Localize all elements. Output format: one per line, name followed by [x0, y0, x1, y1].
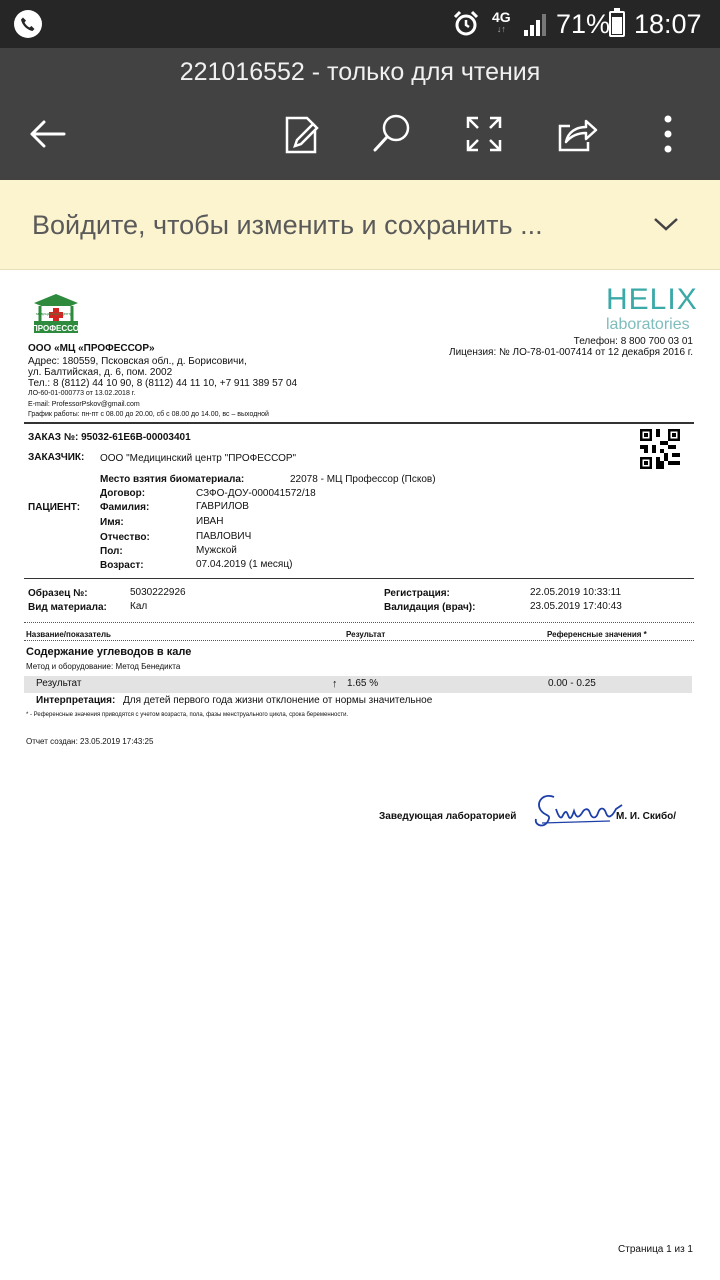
document-page [0, 271, 720, 1280]
clinic-address-1: Адрес: 180559, Псковская обл., д. Борисовичи, [28, 356, 247, 367]
signal-icon [522, 12, 548, 43]
col-header-reference: Референсные значения * [547, 630, 647, 639]
sex-label: Пол: [100, 546, 123, 557]
share-icon[interactable] [554, 112, 598, 156]
patronymic-value: ПАВЛОВИЧ [196, 531, 252, 542]
clock: 18:07 [634, 9, 702, 39]
surname-label: Фамилия: [100, 502, 150, 513]
more-vert-icon[interactable] [646, 112, 690, 156]
clinic-hours: График работы: пн-пт с 08.00 до 20.00, сб с 08.00 до 14.00, вс – выходной [28, 411, 269, 418]
test-method: Метод и оборудование: Метод Бенедикта [26, 662, 181, 671]
validation-label: Валидация (врач): [384, 602, 476, 613]
contract-value: СЗФО-ДОУ-000041572/18 [196, 488, 316, 499]
edit-document-icon[interactable] [281, 112, 325, 156]
table-header-divider [24, 640, 694, 641]
site-label: Место взятия биоматериала: [100, 474, 245, 485]
clinic-name: ООО «МЦ «ПРОФЕССОР» [28, 343, 155, 354]
registration-label: Регистрация: [384, 588, 450, 599]
helix-logo-sub: laboratories [606, 316, 690, 333]
battery-percent: 71% [556, 9, 611, 39]
sign-in-banner[interactable] [0, 180, 720, 270]
battery-icon [609, 11, 625, 37]
sample-value: 5030222926 [130, 587, 186, 598]
surname-value: ГАВРИЛОВ [196, 501, 249, 512]
patient-divider [24, 578, 694, 579]
network-indicator: 4G ↓↑ [492, 9, 511, 34]
lab-license: Лицензия: № ЛО-78-01-007414 от 12 декабря 2016 г. [449, 347, 693, 358]
signature-image [532, 791, 624, 831]
status-bar [0, 0, 720, 48]
contract-label: Договор: [100, 488, 146, 499]
banner-text: Войдите, чтобы изменить и сохранить ... [32, 210, 543, 240]
header-divider [24, 422, 694, 424]
logo-text: ПРОФЕССОР [32, 324, 85, 333]
customer-value: ООО "Медицинский центр "ПРОФЕССОР" [100, 453, 297, 464]
sample-divider [24, 622, 694, 623]
interpretation-value: Для детей первого года жизни отклонение от нормы значительное [123, 695, 433, 706]
test-title: Содержание углеводов в кале [26, 646, 192, 658]
app-toolbar [0, 48, 720, 180]
sex-value: Мужской [196, 545, 237, 556]
high-arrow-icon: ↑ [332, 678, 338, 690]
clinic-address-2: ул. Балтийская, д. 6, пом. 2002 [28, 367, 173, 378]
order-number: ЗАКАЗ №: 95032-61E6B-00003401 [28, 432, 191, 443]
patronymic-label: Отчество: [100, 532, 150, 543]
call-icon [14, 10, 42, 38]
report-created: Отчет создан: 23.05.2019 17:43:25 [26, 737, 154, 746]
search-icon[interactable] [370, 112, 414, 156]
clinic-email: E-mail: ProfessorPskov@gmail.com [28, 401, 140, 408]
name-value: ИВАН [196, 516, 224, 527]
col-header-result: Результат [346, 630, 386, 639]
signature-label: Заведующая лабораторией [379, 811, 517, 822]
chevron-down-icon[interactable] [652, 213, 680, 240]
patient-label: ПАЦИЕНТ: [28, 502, 81, 513]
fullscreen-icon[interactable] [462, 112, 506, 156]
alarm-icon [452, 10, 480, 43]
interpretation-label: Интерпретация: [36, 695, 116, 706]
material-label: Вид материала: [28, 602, 107, 613]
page-number: Страница 1 из 1 [618, 1244, 693, 1255]
sample-label: Образец №: [28, 588, 88, 599]
lab-phone: Телефон: 8 800 700 03 01 [573, 336, 693, 347]
age-value: 07.04.2019 (1 месяц) [196, 559, 293, 570]
helix-logo: HELIX [606, 283, 698, 316]
back-arrow-icon[interactable] [26, 112, 70, 156]
signature-name: М. И. Скибо/ [616, 811, 677, 822]
result-name: Результат [36, 678, 82, 689]
validation-value: 23.05.2019 17:40:43 [530, 601, 622, 612]
material-value: Кал [130, 601, 148, 612]
site-value: 22078 - МЦ Профессор (Псков) [290, 474, 436, 485]
footnote: * - Референсные значения приводятся с учетом возраста, пола, фазы менструального цикла, срока беременности. [26, 712, 349, 718]
customer-label: ЗАКАЗЧИК: [28, 452, 85, 463]
result-reference: 0.00 - 0.25 [548, 678, 596, 689]
name-label: Имя: [100, 517, 124, 528]
result-value: 1.65 % [347, 678, 379, 689]
age-label: Возраст: [100, 560, 144, 571]
clinic-license: ЛО-60-01-000773 от 13.02.2018 г. [28, 390, 136, 397]
qr-code [640, 429, 680, 469]
logo-caption: медицинский центр [36, 311, 73, 316]
document-title: 221016552 - только для чтения [179, 58, 541, 86]
col-header-name: Название/показатель [26, 630, 111, 639]
clinic-phones: Тел.: 8 (8112) 44 10 90, 8 (8112) 44 11 10, +7 911 389 57 04 [28, 378, 298, 389]
registration-value: 22.05.2019 10:33:11 [530, 587, 622, 598]
